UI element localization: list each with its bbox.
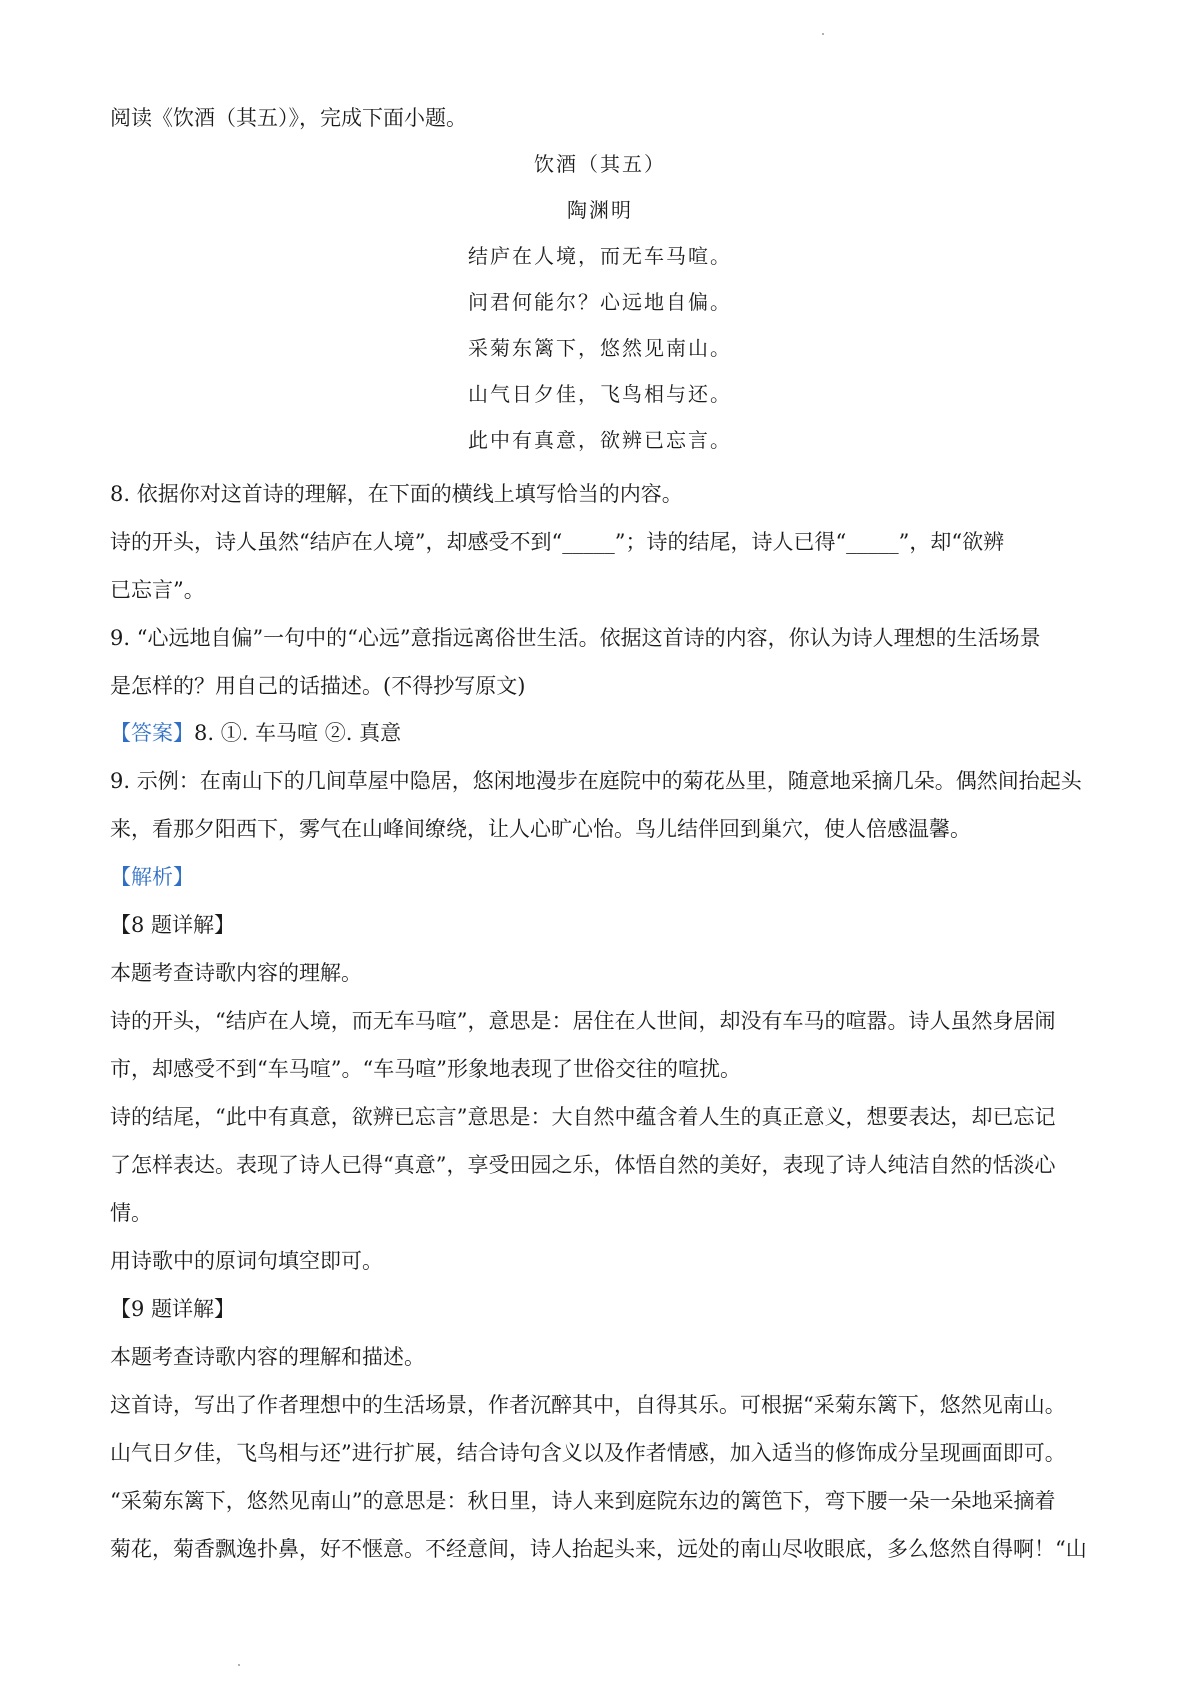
intro-text: 阅读《饮酒（其五）》，完成下面小题。 — [110, 106, 467, 130]
answer-8: 8. ①. 车马喧 ②. 真意 — [194, 721, 402, 745]
poem-line: 采菊东篱下，悠然见南山。 — [468, 336, 732, 360]
scan-dot — [238, 1664, 240, 1666]
question-8: 8. 依据你对这首诗的理解，在下面的横线上填写恰当的内容。 — [110, 482, 683, 506]
q8-detail-text: 市，却感受不到“车马喧”。“车马喧”形象地表现了世俗交往的喧扰。 — [110, 1057, 741, 1081]
q8-detail-text: 诗的开头，“结庐在人境，而无车马喧”，意思是：居住在人世间，却没有车马的喧嚣。诗人虽然身居闹 — [110, 1009, 1056, 1033]
question-8-blanks-cont: 已忘言”。 — [110, 578, 205, 602]
poem-line: 结庐在人境，而无车马喧。 — [468, 244, 732, 268]
poem-line: 山气日夕佳，飞鸟相与还。 — [468, 382, 732, 406]
q9-detail-text: 这首诗，写出了作者理想中的生活场景，作者沉醉其中，自得其乐。可根据“采菊东篱下，悠然见南山。 — [110, 1393, 1066, 1417]
question-8-blanks: 诗的开头，诗人虽然“结庐在人境”，却感受不到“_____”；诗的结尾，诗人已得“_____”，却“欲辨 — [110, 530, 1005, 554]
poem-line: 问君何能尔？心远地自偏。 — [468, 290, 732, 314]
q9-detail-text: 本题考查诗歌内容的理解和描述。 — [110, 1345, 425, 1369]
scan-dot — [822, 33, 824, 35]
answer-9: 9. 示例：在南山下的几间草屋中隐居，悠闲地漫步在庭院中的菊花丛里，随意地采摘几朵。偶然间抬起头 — [110, 769, 1082, 793]
q8-detail-heading: 【8 题详解】 — [110, 913, 236, 937]
q8-detail-text: 本题考查诗歌内容的理解。 — [110, 961, 362, 985]
analysis-label: 【解析】 — [110, 865, 194, 889]
q9-detail-text: “采菊东篱下，悠然见南山”的意思是：秋日里，诗人来到庭院东边的篱笆下，弯下腰一朵一朵地采摘着 — [110, 1489, 1056, 1513]
question-9-cont: 是怎样的？用自己的话描述。(不得抄写原文) — [110, 674, 526, 698]
q8-detail-text: 了怎样表达。表现了诗人已得“真意”，享受田园之乐，体悟自然的美好，表现了诗人纯洁自然的恬淡心 — [110, 1153, 1056, 1177]
q8-detail-text: 诗的结尾，“此中有真意，欲辨已忘言”意思是：大自然中蕴含着人生的真正意义，想要表达，却已忘记 — [110, 1105, 1056, 1129]
q9-detail-heading: 【9 题详解】 — [110, 1297, 236, 1321]
answer-9-cont: 来，看那夕阳西下，雾气在山峰间缭绕，让人心旷心怡。鸟儿结伴回到巢穴，使人倍感温馨。 — [110, 817, 971, 841]
question-9: 9. “心远地自偏”一句中的“心远”意指远离俗世生活。依据这首诗的内容，你认为诗人理想的生活场景 — [110, 626, 1041, 650]
q9-detail-text: 菊花，菊香飘逸扑鼻，好不惬意。不经意间，诗人抬起头来，远处的南山尽收眼底，多么悠然自得啊！“山 — [110, 1537, 1087, 1561]
q9-detail-text: 山气日夕佳，飞鸟相与还”进行扩展，结合诗句含义以及作者情感，加入适当的修饰成分呈现画面即可。 — [110, 1441, 1066, 1465]
q8-detail-text: 用诗歌中的原词句填空即可。 — [110, 1249, 383, 1273]
poem-line: 此中有真意，欲辨已忘言。 — [468, 428, 732, 452]
poem-author: 陶渊明 — [567, 198, 633, 222]
poem-title: 饮酒（其五） — [534, 152, 666, 176]
q8-detail-text: 情。 — [110, 1201, 152, 1225]
answer-8-row — [110, 719, 401, 747]
answer-label: 【答案】 — [110, 721, 194, 745]
